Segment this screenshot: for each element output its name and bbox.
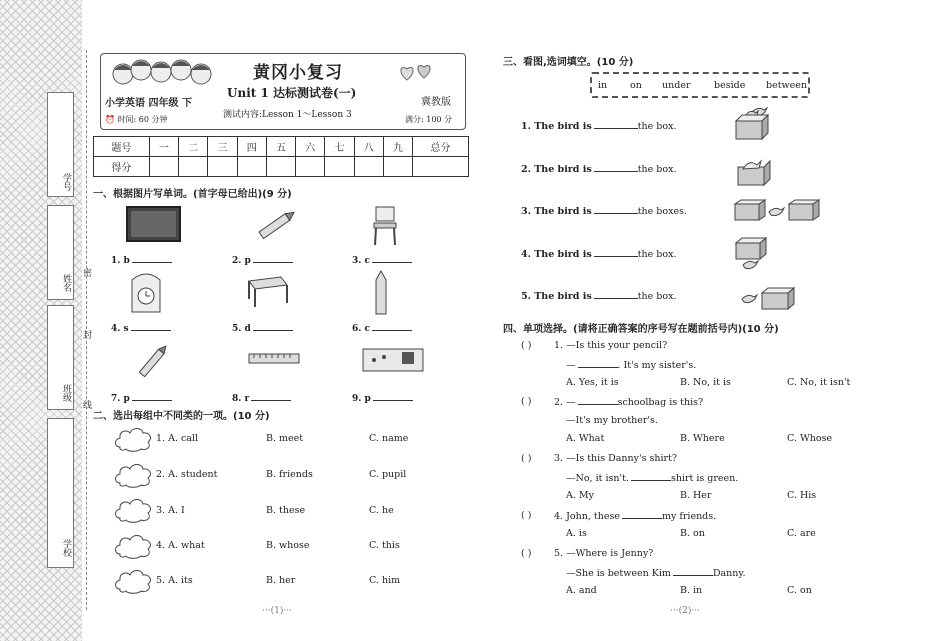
table-cell: 三	[208, 137, 237, 157]
s1-item-2-label: 2. p	[232, 256, 251, 266]
s3-blank-5[interactable]	[594, 290, 638, 299]
s4-q1-dash: —	[566, 360, 576, 371]
score-cell[interactable]	[325, 157, 354, 177]
student-id-box	[47, 92, 74, 197]
s4-q4-blank[interactable]	[622, 510, 662, 519]
answer-cloud-icon[interactable]	[114, 532, 154, 560]
s4-q4-b[interactable]: B. on	[680, 528, 705, 539]
heart-balloons-icon	[397, 60, 437, 90]
name-box	[47, 205, 74, 300]
s1-item-1-label: 1. b	[111, 256, 130, 266]
score-cell[interactable]	[383, 157, 412, 177]
s4-q3-paren[interactable]: ( )	[521, 453, 532, 464]
table-cell: 得分	[94, 157, 150, 177]
s4-q3-a[interactable]: A. My	[566, 490, 594, 501]
section2-title: 二、选出每组中不同类的一项。(10 分)	[93, 411, 270, 422]
s2-row-1-c[interactable]: C. name	[369, 433, 409, 444]
word-between: between	[766, 80, 808, 91]
cut-line	[86, 50, 87, 610]
table-cell: 题号	[94, 137, 150, 157]
score-cell[interactable]	[179, 157, 208, 177]
section3-title: 三、看图,选词填空。(10 分)	[503, 57, 634, 68]
s1-item-3-label: 3. c	[352, 256, 371, 266]
s1-item-7	[111, 392, 172, 404]
course-label: 小学英语 四年级 下	[105, 98, 192, 109]
s4-q4-c[interactable]: C. are	[787, 528, 816, 539]
s4-q3-start: —No, it isn't.	[566, 473, 629, 484]
s2-row-4-c[interactable]: C. this	[369, 540, 400, 551]
s1-blank-6[interactable]	[372, 322, 412, 331]
school-label: 学校	[61, 539, 71, 557]
s3-item-3-pre: 3. The bird is	[521, 206, 592, 217]
bird-on-box-icon	[732, 107, 772, 143]
s1-item-8-label: 8. r	[232, 394, 250, 404]
s3-item-5-post: the box.	[637, 291, 677, 302]
s4-q4-start: 4. John, these	[554, 511, 620, 522]
s1-blank-1[interactable]	[132, 254, 172, 263]
crayon-icon	[373, 270, 389, 316]
page-number-left: ···(1)···	[262, 606, 292, 616]
table-cell: 一	[149, 137, 178, 157]
s3-item-4-post: the box.	[637, 249, 677, 260]
s2-row-1-a[interactable]: 1. A. call	[156, 433, 199, 444]
answer-cloud-icon[interactable]	[114, 425, 154, 453]
pen-icon	[252, 208, 300, 242]
s2-row-5-c[interactable]: C. him	[369, 575, 401, 586]
s3-item-2-post: the box.	[637, 164, 677, 175]
s2-row-4-a[interactable]: 4. A. what	[156, 540, 205, 551]
s3-item-2-pre: 2. The bird is	[521, 164, 592, 175]
bird-beside-box-icon	[740, 285, 798, 311]
s4-q4-stem	[554, 510, 716, 522]
s4-q5-end: Danny.	[712, 568, 746, 579]
bird-under-box-icon	[733, 235, 769, 271]
s1-blank-3[interactable]	[372, 254, 412, 263]
brand-title: 黄冈小复习	[253, 63, 343, 83]
s1-item-5	[232, 322, 293, 334]
s2-row-2-a[interactable]: 2. A. student	[156, 469, 218, 480]
word-in: in	[598, 80, 608, 91]
edition-label: 冀教版	[421, 97, 451, 108]
s3-blank-1[interactable]	[594, 120, 638, 129]
s3-item-4-pre: 4. The bird is	[521, 249, 592, 260]
s4-q2-blank[interactable]	[578, 396, 618, 405]
s4-q5-paren[interactable]: ( )	[521, 548, 532, 559]
clock-icon: ⏰	[105, 115, 115, 124]
paper-header	[100, 53, 466, 130]
s4-q2-stem	[554, 396, 703, 408]
s1-item-6	[352, 322, 412, 334]
score-cell[interactable]	[296, 157, 325, 177]
schoolbag-icon	[126, 270, 166, 316]
s2-row-3-a[interactable]: 3. A. I	[156, 505, 185, 516]
s4-q3-stem: 3. —Is this Danny's shirt?	[554, 453, 677, 464]
s3-blank-3[interactable]	[594, 205, 638, 214]
s4-q5-blank[interactable]	[673, 567, 713, 576]
s4-q2-paren[interactable]: ( )	[521, 396, 532, 407]
s4-q2-a[interactable]: A. What	[566, 433, 605, 444]
score-cell[interactable]	[354, 157, 383, 177]
s1-blank-7[interactable]	[132, 392, 172, 401]
word-bank	[590, 72, 810, 98]
class-label: 班级	[61, 384, 71, 402]
table-cell: 五	[266, 137, 295, 157]
s2-row-4-b[interactable]: B. whose	[266, 540, 310, 551]
s4-q3-b[interactable]: B. Her	[680, 490, 712, 501]
s1-item-5-label: 5. d	[232, 324, 251, 334]
score-table-row	[94, 157, 469, 177]
s1-item-9	[352, 392, 413, 404]
s4-q5-c[interactable]: C. on	[787, 585, 812, 596]
s3-item-1-pre: 1. The bird is	[521, 121, 592, 132]
table-cell: 九	[383, 137, 412, 157]
table-cell: 二	[179, 137, 208, 157]
s4-q5-start: —She is between Kim	[566, 568, 671, 579]
answer-cloud-icon[interactable]	[114, 461, 154, 489]
page-number-right: ···(2)···	[670, 606, 700, 616]
s4-q2-b[interactable]: B. Where	[680, 433, 725, 444]
answer-cloud-icon[interactable]	[114, 496, 154, 524]
s4-q3-c[interactable]: C. His	[787, 490, 817, 501]
answer-cloud-icon[interactable]	[114, 567, 154, 595]
s1-item-4	[111, 322, 171, 334]
s3-item-4	[521, 248, 676, 260]
s3-item-5	[521, 290, 676, 302]
s1-blank-4[interactable]	[131, 322, 171, 331]
test-title: Unit 1 达标测试卷(一)	[227, 86, 357, 100]
table-cell: 四	[237, 137, 266, 157]
s4-q5-a[interactable]: A. and	[566, 585, 597, 596]
table-cell: 总分	[413, 137, 469, 157]
s4-q1-blank[interactable]	[578, 359, 618, 368]
s3-item-1-post: the box.	[637, 121, 677, 132]
full-score: 满分: 100 分	[405, 115, 453, 124]
children-illustration	[111, 56, 217, 88]
s2-row-5-b[interactable]: B. her	[266, 575, 296, 586]
page-number-2: 2	[682, 606, 688, 616]
s3-item-3-post: the boxes.	[637, 206, 687, 217]
score-table-header	[94, 137, 469, 157]
s1-item-9-label: 9. p	[352, 394, 371, 404]
table-cell: 七	[325, 137, 354, 157]
s4-q1-stem: 1. —Is this your pencil?	[554, 340, 668, 351]
s4-q2-end: schoolbag is this?	[617, 397, 704, 408]
s4-q4-end: my friends.	[661, 511, 717, 522]
s1-item-6-label: 6. c	[352, 324, 371, 334]
section1-title: 一、根据图片写单词。(首字母已给出)(9 分)	[93, 189, 292, 200]
s1-item-4-label: 4. s	[111, 324, 129, 334]
s4-q1-line2	[566, 359, 696, 371]
s4-q5-b[interactable]: B. in	[680, 585, 703, 596]
s4-q3-line2	[566, 472, 738, 484]
word-under: under	[662, 80, 691, 91]
s3-item-3	[521, 205, 687, 217]
s4-q2-start: 2. —	[554, 397, 576, 408]
s2-row-5-a[interactable]: 5. A. its	[156, 575, 193, 586]
score-cell[interactable]	[266, 157, 295, 177]
s4-q1-rest: . It's my sister's.	[617, 360, 697, 371]
s4-q3-end: shirt is green.	[670, 473, 739, 484]
s2-row-2-c[interactable]: C. pupil	[369, 469, 407, 480]
score-cell[interactable]	[149, 157, 178, 177]
page-number-1: 1	[274, 606, 280, 616]
pencil-box-icon	[362, 345, 424, 373]
desk-icon	[245, 273, 290, 309]
s4-q2-c[interactable]: C. Whose	[787, 433, 833, 444]
table-cell: 八	[354, 137, 383, 157]
s4-q5-line2	[566, 567, 746, 579]
s2-row-1-b[interactable]: B. meet	[266, 433, 304, 444]
s4-q5-stem: 5. —Where is Jenny?	[554, 548, 654, 559]
s1-item-7-label: 7. p	[111, 394, 130, 404]
class-box	[47, 305, 74, 410]
s1-blank-8[interactable]	[251, 392, 291, 401]
s1-item-3	[352, 254, 412, 266]
score-table	[93, 136, 469, 177]
s2-row-2-b[interactable]: B. friends	[266, 469, 313, 480]
s3-item-1	[521, 120, 676, 132]
s1-item-1	[111, 254, 172, 266]
s3-item-5-pre: 5. The bird is	[521, 291, 592, 302]
section4-title: 四、单项选择。(请将正确答案的序号写在题前括号内)(10 分)	[503, 324, 779, 335]
s1-blank-9[interactable]	[373, 392, 413, 401]
cut-mark-close: 封	[81, 330, 91, 339]
s1-item-8	[232, 392, 291, 404]
s2-row-3-c[interactable]: C. he	[369, 505, 394, 516]
s1-blank-2[interactable]	[253, 254, 293, 263]
s1-blank-5[interactable]	[253, 322, 293, 331]
s3-item-2	[521, 163, 676, 175]
word-on: on	[630, 80, 642, 91]
test-scope: 测试内容:Lesson 1～Lesson 3	[223, 110, 352, 120]
cut-mark-line: 线	[81, 400, 91, 409]
s4-q2-line2: —It's my brother's.	[566, 415, 658, 426]
s4-q3-blank[interactable]	[631, 472, 671, 481]
s3-blank-2[interactable]	[594, 163, 638, 172]
s3-blank-4[interactable]	[594, 248, 638, 257]
s4-q4-paren[interactable]: ( )	[521, 510, 532, 521]
blackboard-icon	[126, 206, 181, 244]
name-label: 姓名	[61, 274, 71, 292]
time-text: 时间: 60 分钟	[117, 115, 168, 124]
ruler-icon	[248, 352, 300, 366]
s4-q1-b[interactable]: B. No, it is	[680, 377, 731, 388]
word-beside: beside	[714, 80, 746, 91]
score-cell[interactable]	[237, 157, 266, 177]
s4-q1-c[interactable]: C. No, it isn't	[787, 377, 851, 388]
chair-icon	[370, 205, 400, 247]
table-cell: 六	[296, 137, 325, 157]
score-cell[interactable]	[413, 157, 469, 177]
s4-q1-a[interactable]: A. Yes, it is	[566, 377, 619, 388]
pencil-icon	[134, 338, 174, 384]
time-limit	[105, 114, 167, 125]
s1-item-2	[232, 254, 293, 266]
school-box	[47, 418, 74, 568]
student-id-label: 学号	[61, 173, 71, 191]
s4-q1-paren[interactable]: ( )	[521, 340, 532, 351]
bird-in-box-icon	[735, 155, 773, 187]
s2-row-3-b[interactable]: B. these	[266, 505, 306, 516]
bird-between-boxes-icon	[733, 198, 821, 224]
cut-mark-seal: 密	[81, 268, 91, 277]
s4-q4-a[interactable]: A. is	[566, 528, 587, 539]
score-cell[interactable]	[208, 157, 237, 177]
